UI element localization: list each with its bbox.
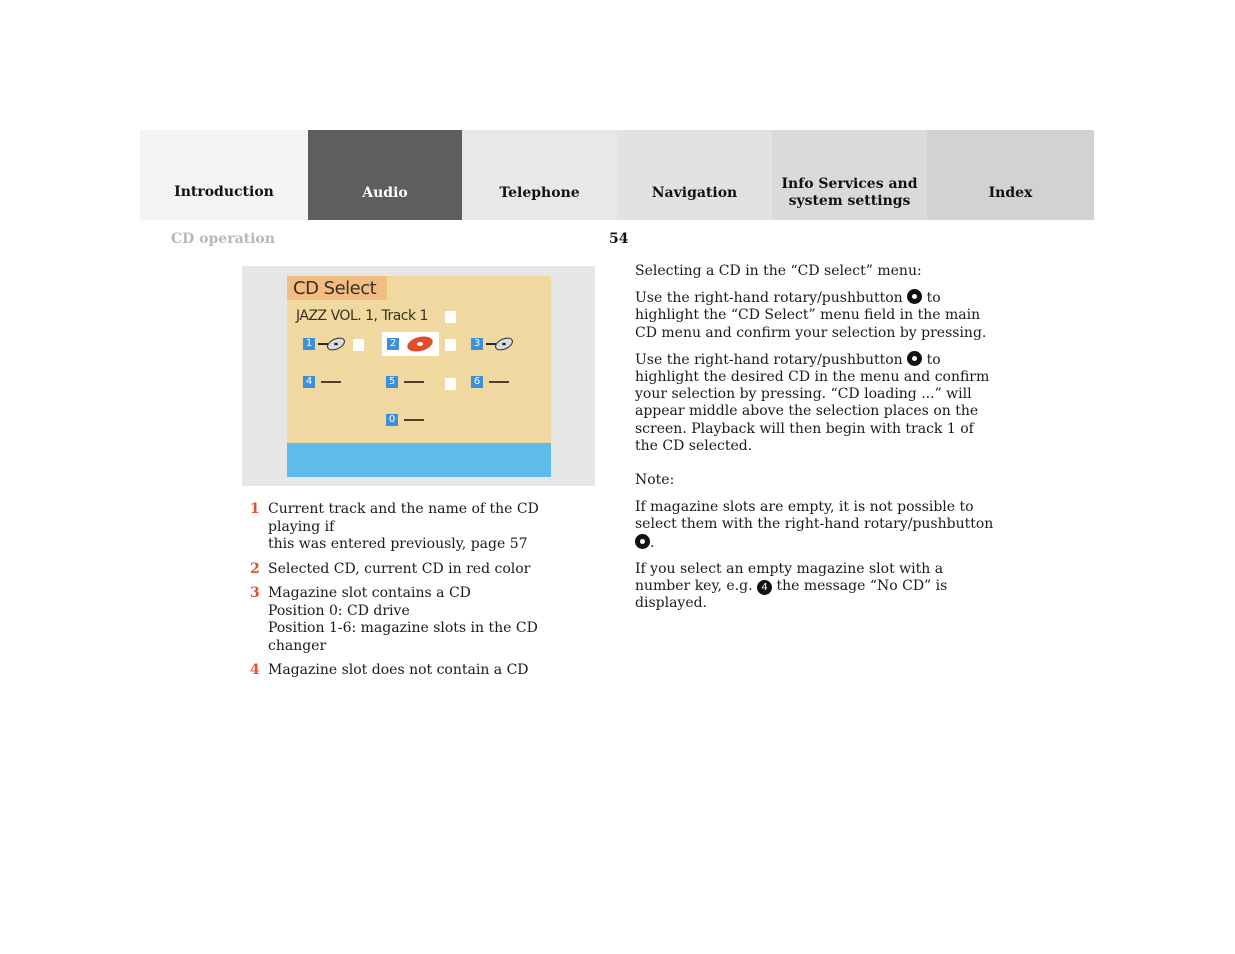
legend-line: Current track and the name of the CD playing if — [268, 501, 539, 535]
slot-1 — [303, 336, 346, 352]
tab-introduction-label: Introduction — [174, 184, 274, 200]
instructions-text — [635, 263, 995, 621]
rotary-pushbutton-icon — [907, 351, 922, 366]
screen-status-bar — [287, 443, 551, 477]
tab-telephone-label: Telephone — [499, 185, 580, 201]
section-title: CD operation — [171, 231, 275, 247]
slot-4 — [303, 376, 341, 388]
tab-introduction[interactable] — [140, 130, 308, 220]
cd-disc-icon — [486, 336, 514, 352]
legend-line: Magazine slot does not contain a CD — [268, 662, 529, 678]
empty-slot-dash — [321, 381, 341, 383]
screen-track-info: JAZZ VOL. 1, Track 1 — [296, 308, 428, 324]
chapter-tabs — [140, 130, 1094, 220]
empty-slot-dash — [489, 381, 509, 383]
screen-title: CD Select — [293, 278, 377, 299]
empty-slot-dash — [404, 381, 424, 383]
legend-text — [268, 585, 595, 655]
legend-text — [268, 561, 530, 579]
text-run: . — [650, 534, 655, 551]
legend-number: 2 — [250, 560, 260, 577]
tab-telephone[interactable] — [462, 130, 617, 220]
slot-5 — [386, 376, 424, 388]
figure-legend — [250, 501, 595, 687]
step-select-cd — [635, 351, 995, 455]
tab-audio[interactable] — [308, 130, 462, 220]
slot-0-cd-drive — [386, 414, 424, 426]
legend-line: Magazine slot contains a CD — [268, 585, 471, 601]
legend-number: 1 — [250, 501, 260, 517]
slot-number: 0 — [386, 414, 398, 426]
tab-navigation[interactable] — [617, 130, 772, 220]
callout-marker-3 — [445, 339, 456, 351]
legend-item — [250, 561, 595, 579]
legend-item — [250, 501, 595, 554]
cd-current-red-icon — [402, 335, 434, 353]
tab-info-line2: system settings — [788, 193, 911, 209]
page-number: 54 — [609, 231, 629, 247]
cd-disc-icon — [318, 336, 346, 352]
step-highlight-menu — [635, 289, 995, 342]
cd-select-figure — [242, 266, 595, 486]
slot-number: 2 — [387, 338, 399, 350]
callout-marker-1 — [445, 311, 456, 323]
cd-select-screen — [287, 276, 551, 477]
legend-line: Position 0: CD drive — [268, 602, 410, 619]
callout-marker-2 — [353, 339, 364, 351]
legend-line: this was entered previously, page 57 — [268, 536, 528, 552]
slot-number: 1 — [303, 338, 315, 350]
text-run: Use the right-hand rotary/pushbutton — [635, 290, 903, 307]
text-run: to highlight the desired CD in the menu and confirm your selection by pressing. “CD loading ...” will appear middle above the selection places on the screen. Playback will then begin with track 1 of the CD selected. — [635, 351, 990, 454]
slot-number: 6 — [471, 376, 483, 388]
text-run: to highlight the “CD Select” menu field in the main CD menu and confirm your selection by pressing. — [635, 290, 987, 341]
tab-audio-label: Audio — [362, 185, 408, 201]
text-run: If magazine slots are empty, it is not possible to select them with the right-hand rotary/pushbutton — [635, 499, 994, 533]
legend-text — [268, 662, 529, 680]
tab-info-line1: Info Services and — [781, 176, 918, 192]
tab-index[interactable] — [927, 130, 1094, 220]
text-run: the message “No CD” is displayed. — [635, 578, 948, 612]
tab-info-services-label — [781, 176, 917, 210]
callout-marker-4 — [445, 378, 456, 390]
rotary-pushbutton-icon — [907, 289, 922, 304]
slot-number: 3 — [471, 338, 483, 350]
text-run: Use the right-hand rotary/pushbutton — [635, 351, 903, 368]
slot-number: 4 — [303, 376, 315, 388]
slot-2-selected — [382, 332, 439, 356]
slot-3 — [471, 336, 514, 352]
intro-paragraph: Selecting a CD in the “CD select” menu: — [635, 263, 922, 279]
slot-6 — [471, 376, 509, 388]
legend-number: 3 — [250, 585, 260, 601]
slot-number: 5 — [386, 376, 398, 388]
tab-info-services[interactable] — [772, 130, 927, 220]
note-no-cd — [635, 561, 995, 613]
legend-line: Selected CD, current CD in red color — [268, 560, 531, 577]
note-empty-slots — [635, 499, 995, 552]
number-key-icon: 4 — [757, 580, 772, 595]
text-run: If you select an empty magazine slot with a number key, e.g. — [635, 560, 944, 595]
tab-navigation-label: Navigation — [651, 185, 738, 201]
empty-slot-dash — [404, 419, 424, 421]
legend-item — [250, 662, 595, 680]
legend-number: 4 — [250, 662, 260, 678]
legend-line: Position 1-6: magazine slots in the CD changer — [268, 620, 538, 654]
legend-text — [268, 501, 595, 554]
legend-item — [250, 585, 595, 655]
note-label: Note: — [635, 472, 675, 489]
tab-index-label: Index — [988, 185, 1033, 201]
rotary-pushbutton-icon — [635, 534, 650, 549]
